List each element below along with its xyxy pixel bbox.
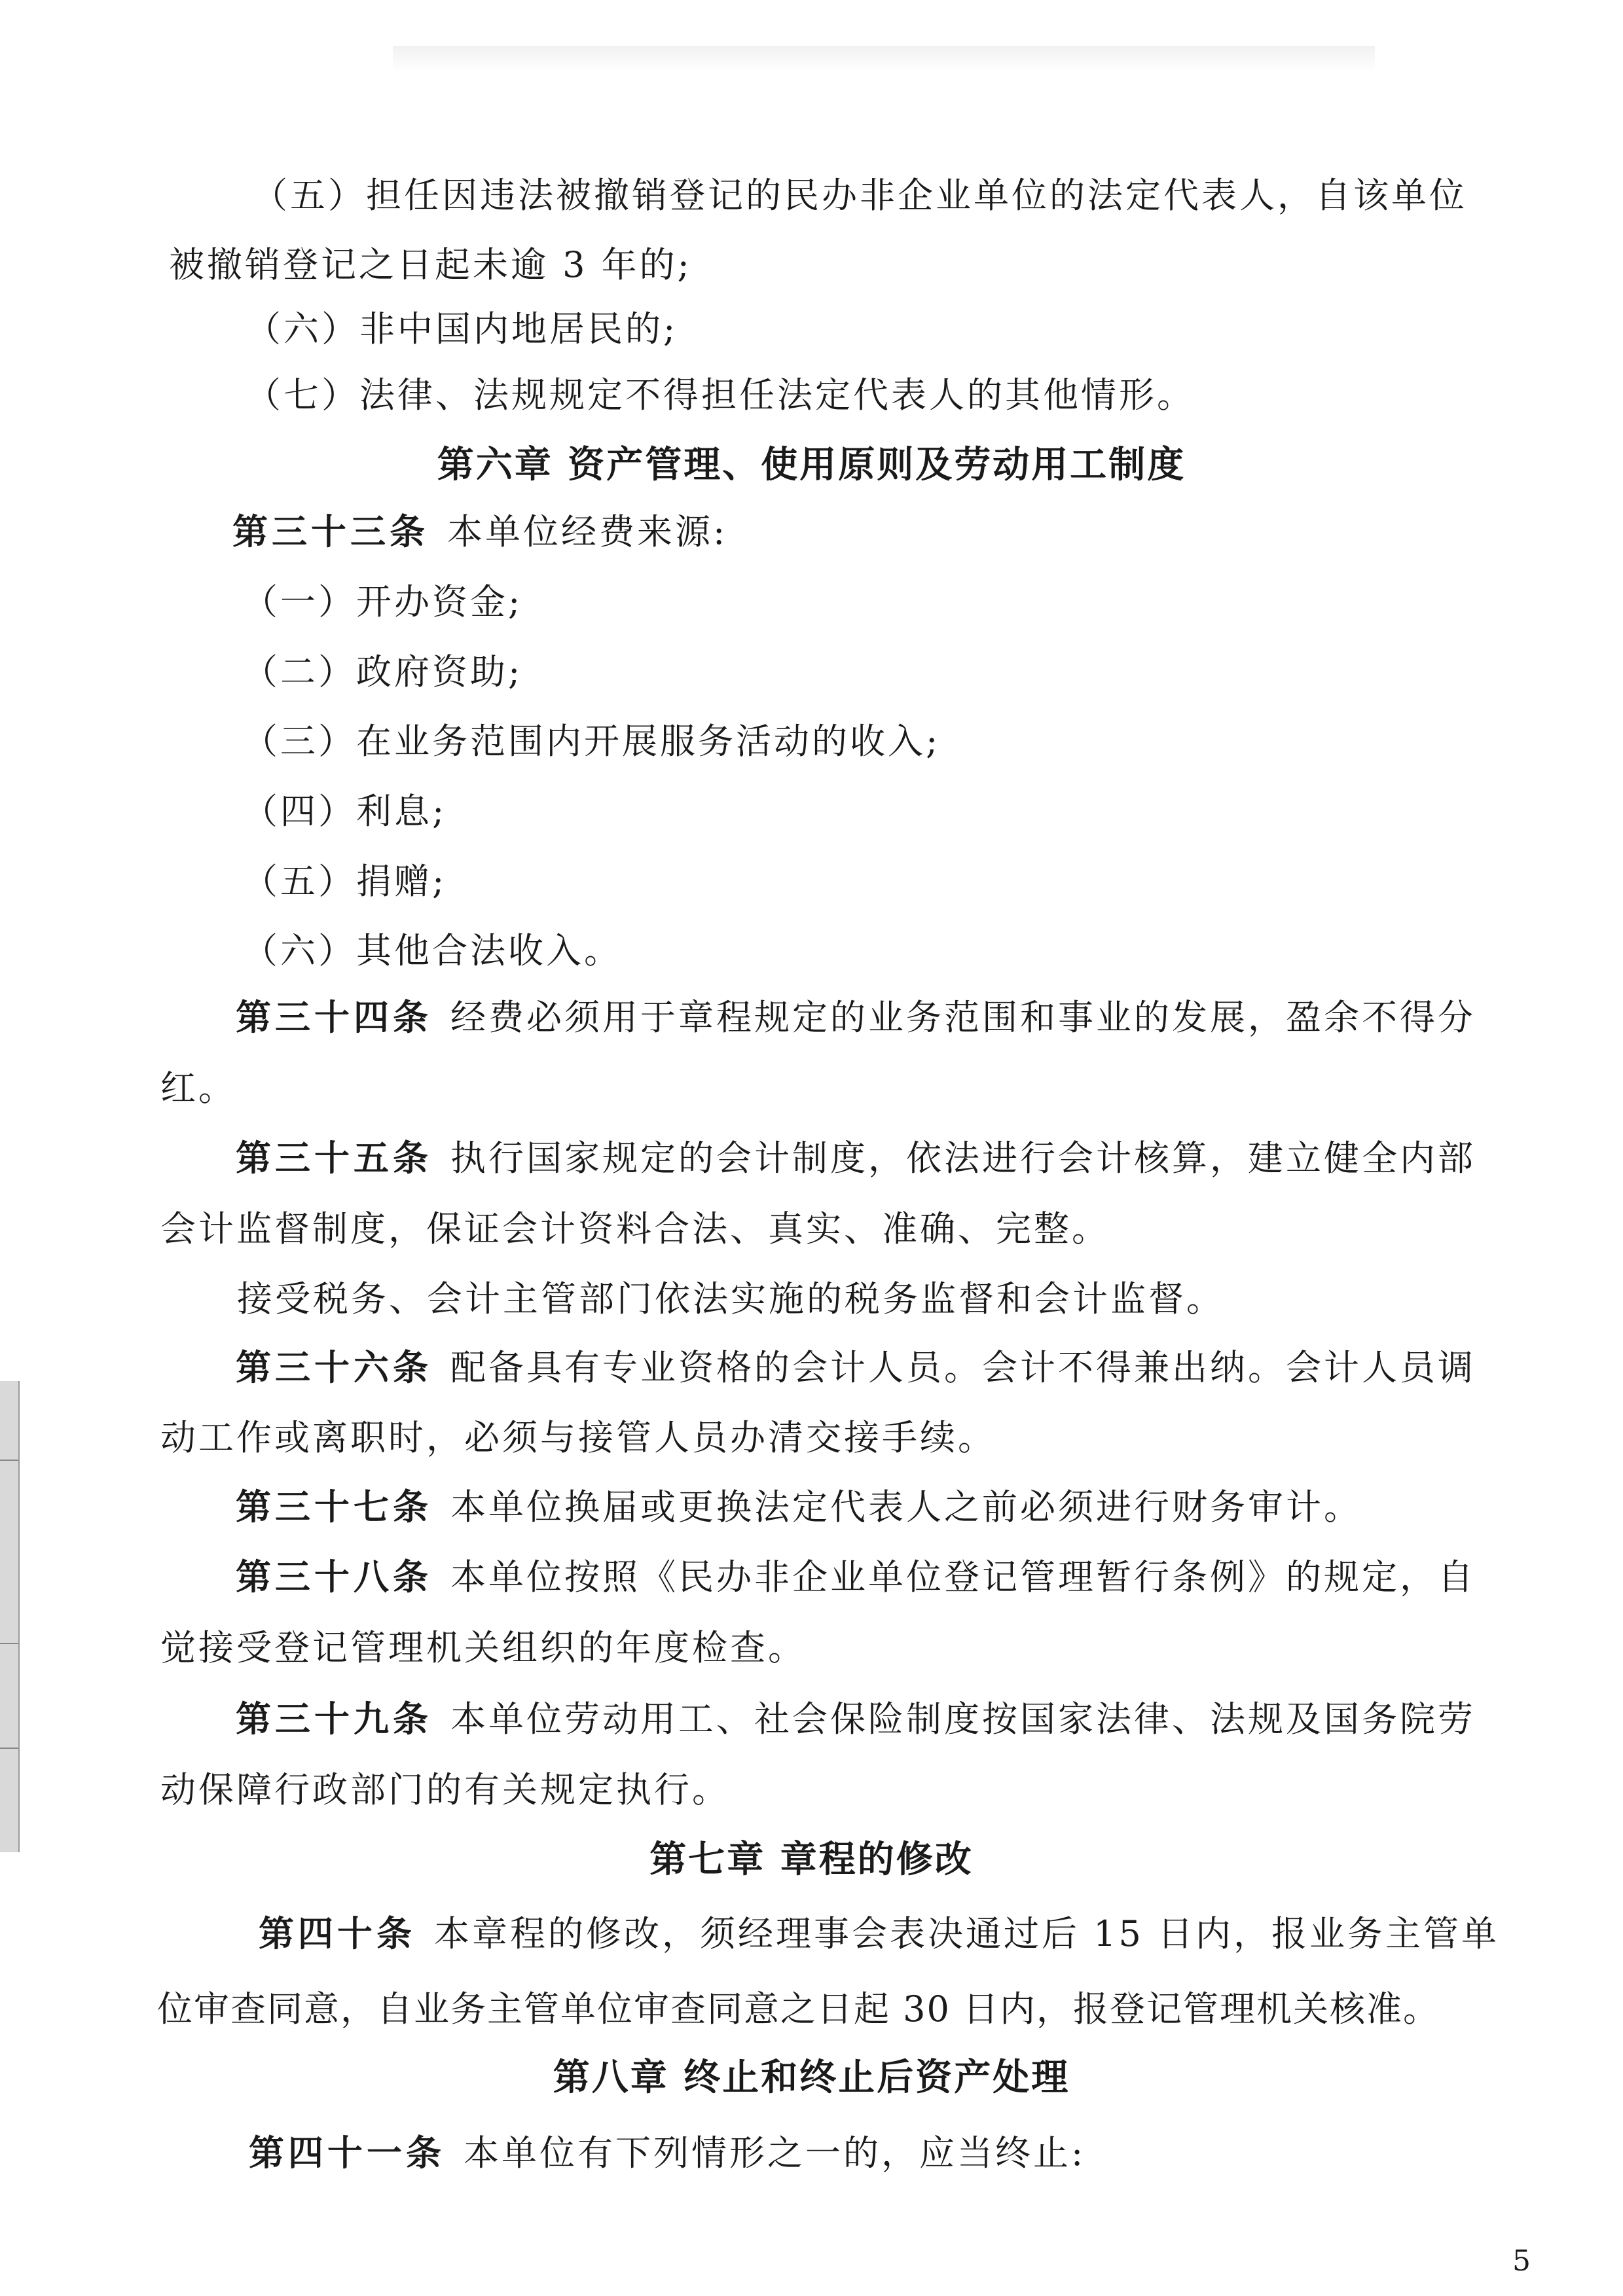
page-number: 5	[1512, 2244, 1531, 2278]
text-line: 动工作或离职时，必须与接管人员办清交接手续。	[160, 1417, 996, 1458]
text-line: （五）担任因违法被撤销登记的民办非企业单位的法定代表人，自该单位	[252, 175, 1467, 216]
article-35	[236, 1136, 1476, 1181]
article-text: 本单位劳动用工、社会保险制度按国家法律、法规及国务院劳	[450, 1698, 1476, 1740]
article-text: 本章程的修改，须经理事会表决通过后 15 日内，报业务主管单	[434, 1913, 1500, 1954]
article-text: 本单位按照《民办非企业单位登记管理暂行条例》的规定，自	[450, 1556, 1476, 1598]
article-37	[236, 1484, 1362, 1530]
scan-smudge	[393, 46, 1375, 72]
text-line: （六）其他合法收入。	[242, 930, 622, 971]
text-line: （二）政府资助;	[242, 651, 523, 692]
chapter-8-heading: 第八章 终止和终止后资产处理	[553, 2056, 1070, 2099]
article-number: 第三十九条	[236, 1698, 432, 1740]
text-line: （一）开办资金;	[242, 581, 523, 622]
article-40	[259, 1911, 1499, 1957]
text-line: （七）法律、法规规定不得担任法定代表人的其他情形。	[246, 374, 1195, 416]
article-text: 本单位换届或更换法定代表人之前必须进行财务审计。	[450, 1486, 1362, 1528]
text-line: （五）捐赠;	[242, 861, 447, 902]
article-text: 配备具有专业资格的会计人员。会计不得兼出纳。会计人员调	[450, 1347, 1476, 1388]
article-41	[249, 2130, 1085, 2176]
article-text: 经费必须用于章程规定的业务范围和事业的发展，盈余不得分	[450, 997, 1476, 1038]
article-number: 第四十条	[259, 1913, 416, 1954]
text-line: 动保障行政部门的有关规定执行。	[160, 1769, 730, 1810]
binding-tab-edge	[0, 1381, 20, 1852]
article-34	[236, 995, 1476, 1041]
text-line: （四）利息;	[242, 791, 447, 832]
text-line: 觉接受登记管理机关组织的年度检查。	[160, 1627, 806, 1668]
chapter-6-heading: 第六章 资产管理、使用原则及劳动用工制度	[437, 444, 1186, 486]
article-text: 本单位经费来源:	[447, 511, 728, 552]
text-line: 会计监督制度，保证会计资料合法、真实、准确、完整。	[160, 1208, 1110, 1249]
text-line: 红。	[160, 1067, 236, 1109]
article-38	[236, 1554, 1476, 1600]
article-number: 第三十四条	[236, 997, 432, 1038]
article-text: 执行国家规定的会计制度，依法进行会计核算，建立健全内部	[450, 1138, 1476, 1179]
text-line: 被撤销登记之日起未逾 3 年的;	[169, 244, 692, 285]
text-line: （三）在业务范围内开展服务活动的收入;	[242, 721, 941, 762]
text-line: 位审查同意，自业务主管单位审查同意之日起 30 日内，报登记管理机关核准。	[157, 1988, 1440, 2030]
text-line: 接受税务、会计主管部门依法实施的税务监督和会计监督。	[237, 1278, 1224, 1319]
article-number: 第三十七条	[236, 1486, 432, 1528]
text-line: （六）非中国内地居民的;	[246, 308, 678, 350]
article-number: 第三十三条	[232, 511, 429, 552]
article-36	[236, 1345, 1476, 1391]
chapter-7-heading: 第七章 章程的修改	[649, 1839, 974, 1881]
article-39	[236, 1696, 1476, 1742]
article-number: 第三十八条	[236, 1556, 432, 1598]
article-33	[232, 509, 727, 555]
article-number: 第三十六条	[236, 1347, 432, 1388]
article-number: 第四十一条	[249, 2132, 445, 2174]
article-number: 第三十五条	[236, 1138, 432, 1179]
article-text: 本单位有下列情形之一的，应当终止:	[464, 2132, 1086, 2174]
